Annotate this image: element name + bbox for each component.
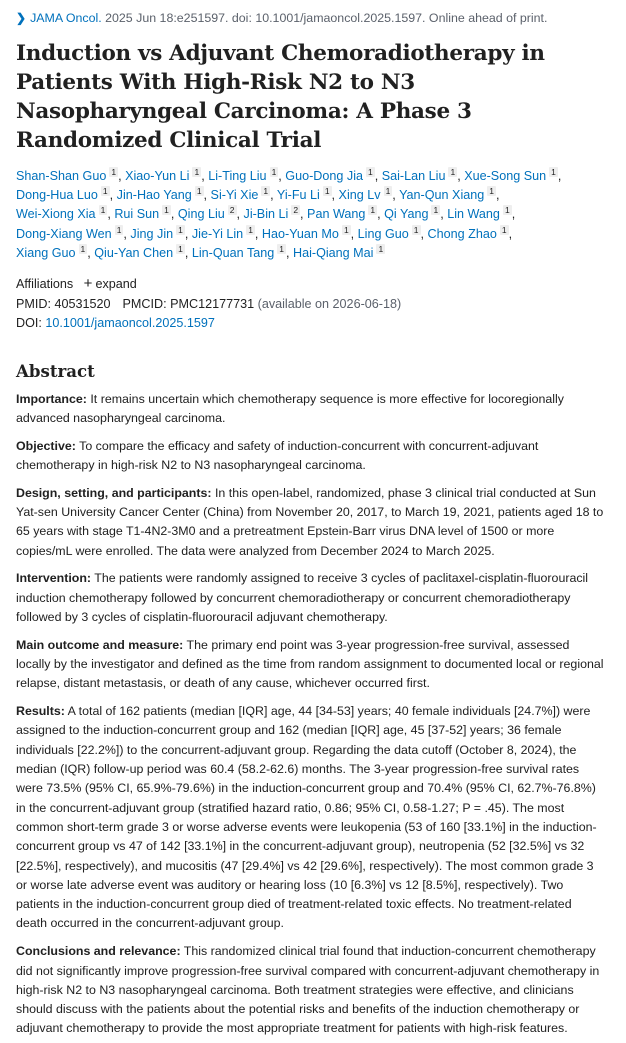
author-item: Rui Sun $^1$ , [114, 205, 178, 222]
section-label: Intervention: [16, 571, 92, 586]
affiliations-row [16, 274, 610, 295]
author-link[interactable]: Li-Ting Liu [208, 169, 267, 183]
section-text: It remains uncertain which chemotherapy sequence is more effective for locoregionally advanced nasopharyngeal carcinoma. [16, 391, 564, 425]
section-label: Design, setting, and participants: [16, 485, 212, 500]
journal-link[interactable]: JAMA Oncol. [30, 11, 102, 25]
author-item: Jie-Yi Lin $^1$ , [191, 224, 262, 241]
author-item: Wei-Xiong Xia $^1$ , [16, 205, 115, 222]
affiliation-ref[interactable]: 1 [551, 167, 556, 177]
affiliation-ref[interactable]: 1 [102, 186, 108, 197]
author-link[interactable]: Hai-Qiang Mai [292, 245, 374, 260]
abstract-section-results [16, 702, 606, 934]
author-link[interactable]: Qi Yang [384, 207, 429, 222]
author-item: Dong-Hua Luo $^1$ , [16, 186, 117, 203]
author-item: Qing Liu $^2$ , [177, 205, 244, 222]
chevron-right-icon[interactable]: ❯ [16, 11, 27, 25]
author-link[interactable]: Ji-Bin Li [243, 207, 289, 222]
author-item: Lin Wang $^1$ , [447, 205, 516, 222]
citation-details: 2025 Jun 18:e251597. doi: 10.1001/jamaoncol.2025.1597. Online ahead of print. [101, 11, 548, 25]
author-link[interactable]: Guo-Dong Jia [285, 169, 363, 183]
affiliation-ref[interactable]: 1 [343, 224, 349, 235]
affiliation-ref[interactable]: 1 [100, 205, 106, 216]
abstract-section-design [16, 484, 606, 561]
author-link[interactable]: Ling Guo [357, 226, 409, 241]
author-link[interactable]: Xing Lv [338, 188, 381, 203]
author-link[interactable]: Wei-Xiong Xia [16, 207, 96, 222]
author-link[interactable]: Yan-Qun Xiang [399, 188, 485, 203]
affiliation-ref[interactable]: 2 [293, 205, 299, 216]
affiliation-ref[interactable]: 1 [368, 167, 373, 177]
affiliation-ref[interactable]: 1 [196, 186, 202, 197]
citation-line [16, 9, 610, 27]
author-link[interactable]: Pan Wang [307, 207, 366, 222]
affiliation-ref[interactable]: 1 [178, 224, 183, 235]
article-title: Induction vs Adjuvant Chemoradiotherapy in Patients With High-Risk N2 to N3 Nasopharyngeal Carcinoma: A Phase 3 Randomized Clinical Trial [16, 41, 545, 153]
section-text: The patients were randomly assigned to receive 3 cycles of paclitaxel-cisplatin-fluorouracil induction chemotherapy followed by concurrent chemoradiotherapy or concurrent chemoradiotherapy followed by 3 cycles of cisplatin-fluorouracil adjuvant chemotherapy. [16, 571, 589, 624]
author-item: Yan-Qun Xiang $^1$ , [399, 186, 500, 203]
author-link[interactable]: Jing Jin [130, 226, 174, 241]
section-label: Results: [16, 704, 65, 719]
author-item: Ji-Bin Li $^2$ , [243, 205, 308, 222]
author-item: Li-Ting Liu $^1$ , [208, 167, 286, 183]
pmid-value: 40531520 [54, 296, 111, 311]
section-label: Importance: [16, 391, 87, 406]
section-label: Objective: [16, 438, 76, 453]
affiliation-ref[interactable]: 1 [116, 224, 122, 235]
author-link[interactable]: Xue-Song Sun [464, 169, 547, 183]
affiliation-ref[interactable]: 1 [385, 186, 391, 197]
pmcid-availability: (available on 2026-06-18) [257, 296, 402, 311]
author-item: Pan Wang $^1$ , [307, 205, 385, 222]
author-item: Xiang Guo $^1$ , [16, 243, 95, 260]
author-link[interactable]: Lin Wang [447, 207, 500, 222]
section-text: The primary end point was 3-year progression-free survival, assessed locally by the investigator and defined as the time from random assignment to documented local or regional relapse, distant metastasis, or death of any cause, whichever occurred first. [16, 637, 604, 691]
affiliations-label: Affiliations [16, 277, 74, 292]
author-link[interactable]: Si-Yi Xie [210, 188, 259, 203]
author-item: Lin-Quan Tang $^1$ , [191, 243, 293, 260]
author-link[interactable]: Hao-Yuan Mo [261, 226, 339, 241]
affiliation-ref[interactable]: 1 [501, 224, 507, 235]
affiliation-ref[interactable]: 1 [248, 224, 253, 235]
author-item: Jing Jin $^1$ , [130, 224, 192, 241]
section-text: This randomized clinical trial found that induction-concurrent chemotherapy did not significantly improve progression-free survival compared with concurrent-adjuvant chemotherapy in high-risk N2 to N3 nasopharyngeal carcinoma. Both treatment strategies were effective, and clinicians should discuss with the patients about the potential risks and benefits of the induction chemotherapy or adjuvant chemotherapy to provide the most appropriate treatment for patients with high-risk features. [16, 944, 600, 1036]
author-link[interactable]: Lin-Quan Tang [191, 245, 275, 260]
doi-row [16, 314, 610, 334]
author-item: Ling Guo $^1$ , [357, 224, 428, 241]
affiliation-ref[interactable]: 1 [279, 243, 284, 254]
author-item: Sai-Lan Liu $^1$ , [381, 167, 465, 183]
author-item: Xiao-Yun Li $^1$ , [125, 167, 209, 183]
author-link[interactable]: Sai-Lan Liu [381, 169, 446, 183]
abstract-section-outcome [16, 636, 606, 694]
expand-affiliations-button[interactable] [84, 277, 137, 291]
author-link[interactable]: Shan-Shan Guo [16, 169, 107, 183]
author-link[interactable]: Yi-Fu Li [276, 188, 320, 203]
author-item: Xing Lv $^1$ , [338, 186, 400, 203]
authors-list [16, 167, 606, 263]
pmid-label: PMID: [16, 296, 51, 311]
affiliation-ref[interactable]: 1 [489, 186, 494, 197]
affiliation-ref[interactable]: 1 [111, 167, 117, 177]
author-item: Xue-Song Sun $^1$ , [464, 167, 562, 183]
author-item: Qi Yang $^1$ , [384, 205, 448, 222]
affiliation-ref[interactable]: 1 [378, 243, 384, 254]
author-link[interactable]: Rui Sun [114, 207, 160, 222]
author-item [292, 243, 385, 260]
affiliation-ref[interactable]: 1 [263, 186, 269, 197]
section-text: A total of 162 patients (median [IQR] age, 44 [34-53] years; 40 female individuals [24.7%]) were assigned to the induction-concurrent group and 162 (median [IQR] age, 45 [37-52] years; 36 female individuals [22.2%]) to the concurrent-adjuvant group. Regarding the data cutoff (October 8, 2024), the median (IQR) follow-up period was 60.4 (58.2-62.6) months. The 3-year progression-free survival rates were 73.5% (95% CI, 65.9%-79.6%) in the induction-concurrent group and 70.4% (95% CI, 62.7%-76.8%) in the concurrent-adjuvant group (stratified hazard ratio, 0.86; 95% CI, 0.58-1.27; P = .45). The most common short-term grade 3 or worse adverse events were leukopenia (53 of 160 [33.1%] in the induction-concurrent group vs 47 of 142 [33.1%] in the concurrent-adjuvant group), neutropenia (52 [32.5%] vs 32 [22.5%], respectively), and mucositis (47 [29.4%] vs 42 [29.6%], respectively). The most common grade 3 or worse late adverse event was auditory or hearing loss (10 [6.3%] vs 12 [8.5%], respectively). Two patients in the induction-concurrent group died of treatment-related toxic effects. No treatment-related death occurred in the concurrent-adjuvant group. [16, 704, 597, 931]
abstract-heading: Abstract [16, 360, 95, 381]
plus-icon: + [83, 275, 93, 293]
section-label: Main outcome and measure: [16, 637, 184, 652]
affiliation-ref[interactable]: 1 [271, 167, 277, 177]
affiliation-ref[interactable]: 2 [229, 205, 235, 216]
author-link[interactable]: Xiang Guo [16, 245, 76, 260]
doi-label: DOI: [16, 316, 42, 331]
affiliation-ref[interactable]: 1 [80, 243, 86, 254]
abstract-section-conclusions [16, 942, 606, 1038]
expand-label: expand [95, 277, 137, 292]
author-item: Jin-Hao Yang $^1$ , [116, 186, 211, 203]
article-meta [16, 274, 610, 334]
doi-link[interactable]: 10.1001/jamaoncol.2025.1597 [45, 316, 215, 331]
author-item: Qiu-Yan Chen $^1$ , [94, 243, 192, 260]
author-link[interactable]: Xiao-Yun Li [125, 169, 190, 183]
affiliation-ref[interactable]: 1 [433, 205, 439, 216]
affiliation-ref[interactable]: 1 [164, 205, 169, 216]
author-item: Si-Yi Xie $^1$ , [210, 186, 277, 203]
author-item: Guo-Dong Jia $^1$ , [285, 167, 382, 183]
section-text: In this open-label, randomized, phase 3 clinical trial conducted at Sun Yat-sen University Cancer Center (China) from November 20, 2017, to March 19, 2021, patients aged 18 to 65 years with stage T1-4N2-3M0 and a pretreatment Epstein-Barr virus DNA level of 1500 or more copies/mL were enrolled. The data were analyzed from December 2024 to March 2025. [16, 485, 604, 558]
section-label: Conclusions and relevance: [16, 944, 181, 959]
affiliation-ref[interactable]: 1 [324, 186, 330, 197]
abstract-section-importance [16, 390, 606, 429]
author-item: Hao-Yuan Mo $^1$ , [261, 224, 358, 241]
affiliation-ref[interactable]: 1 [413, 224, 419, 235]
author-item: Shan-Shan Guo $^1$ , [16, 167, 126, 183]
affiliation-ref[interactable]: 1 [450, 167, 456, 177]
affiliation-ref[interactable]: 1 [504, 205, 510, 216]
author-item: Yi-Fu Li $^1$ , [276, 186, 339, 203]
affiliation-ref[interactable]: 1 [178, 243, 183, 254]
author-link[interactable]: Dong-Xiang Wen [16, 226, 112, 241]
author-link[interactable]: Qiu-Yan Chen [94, 245, 174, 260]
abstract-section-objective [16, 437, 606, 476]
affiliation-ref[interactable]: 1 [194, 167, 200, 177]
author-link[interactable]: Jin-Hao Yang [116, 188, 192, 203]
author-link[interactable]: Dong-Hua Luo [16, 188, 98, 203]
abstract-section-intervention [16, 569, 606, 627]
author-link[interactable]: Jie-Yi Lin [191, 226, 244, 241]
abstract-body [16, 390, 610, 1039]
pmcid-label: PMCID: [122, 296, 167, 311]
identifiers-row [16, 295, 610, 315]
section-text: To compare the efficacy and safety of induction-concurrent with concurrent-adjuvant chemotherapy in high-risk N2 to N3 nasopharyngeal carcinoma. [16, 438, 539, 472]
author-item: Chong Zhao $^1$ , [427, 224, 513, 241]
pmcid-value: PMC12177731 [170, 296, 255, 311]
author-item: Dong-Xiang Wen $^1$ , [16, 224, 131, 241]
author-link[interactable]: Chong Zhao [427, 226, 497, 241]
affiliation-ref[interactable]: 1 [370, 205, 376, 216]
author-link[interactable]: Qing Liu [177, 207, 225, 222]
